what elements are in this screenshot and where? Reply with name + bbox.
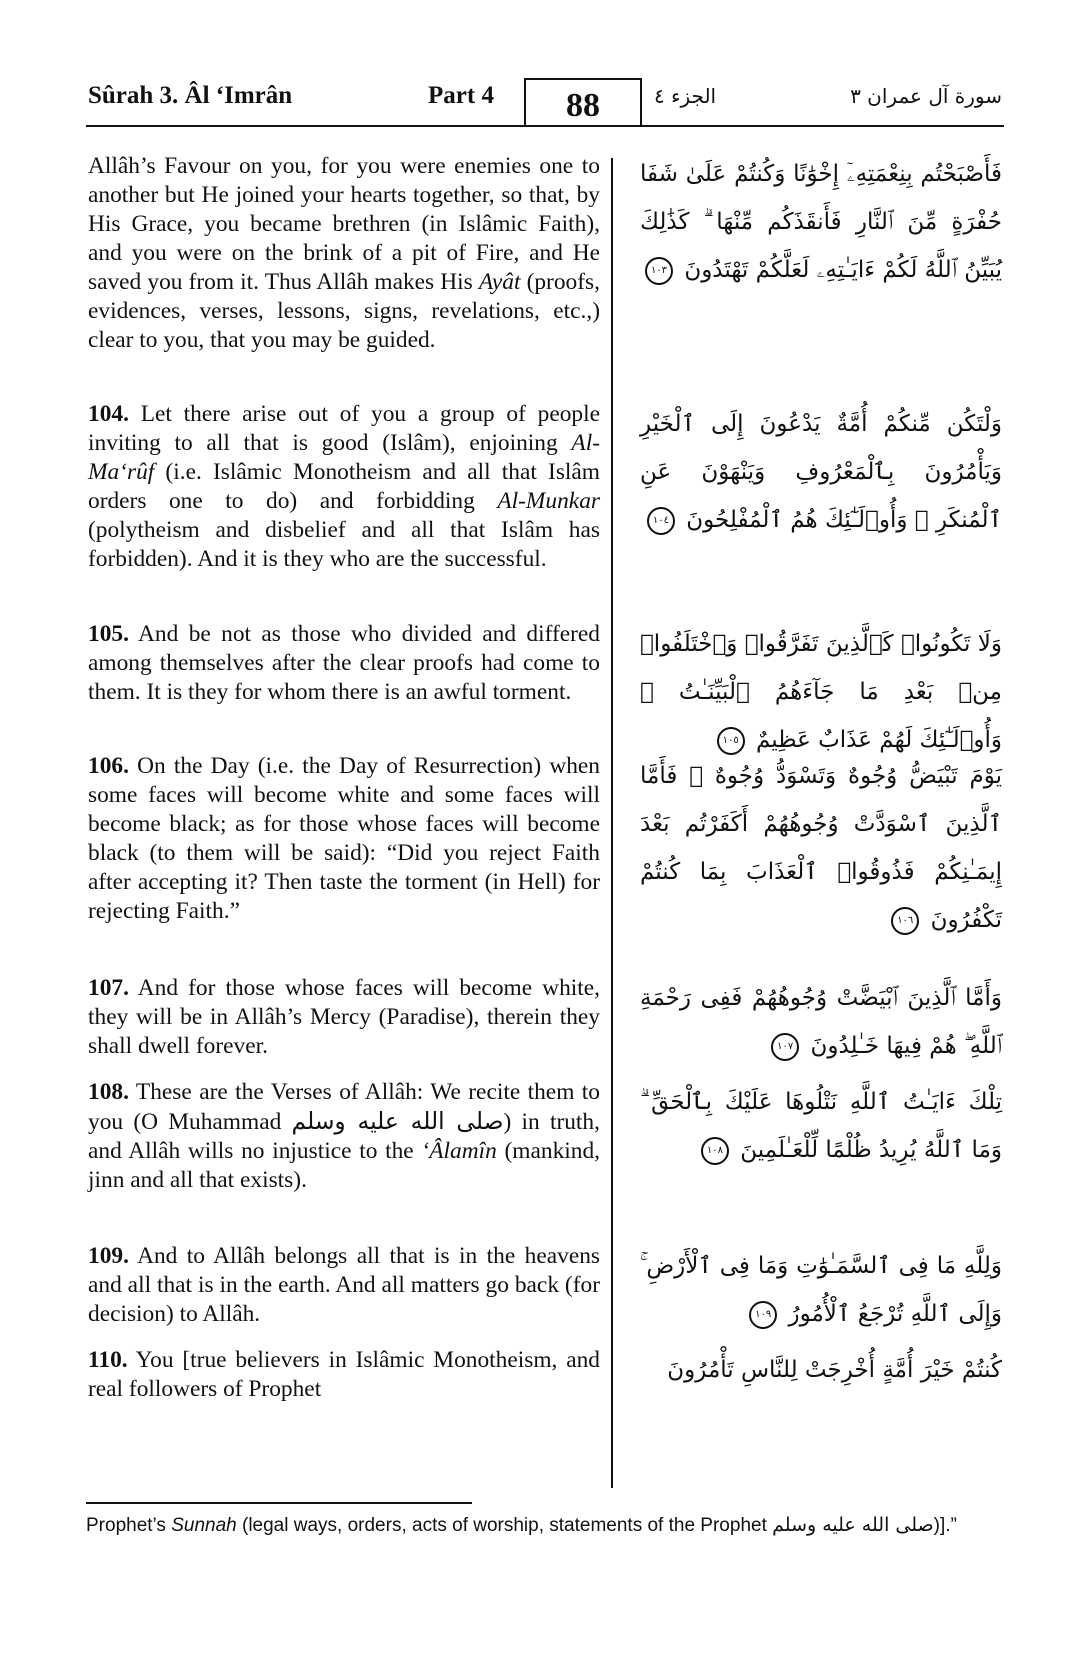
verse-number: 104.	[88, 401, 129, 427]
footnote-text: )].”	[933, 1515, 957, 1536]
arabic-text: وَأَمَّا ٱلَّذِينَ ٱبْيَضَّتْ وُجُوهُهُمْ فَفِى رَحْمَةِ ٱللَّهِ ۖ هُمْ فِيهَا خَـٰلِدُونَ	[640, 985, 1002, 1059]
arabic-verse-106	[640, 752, 1002, 944]
translation-verse-110	[88, 1346, 600, 1404]
translation-text: ) in truth, and Allâh wills no injustice to the	[88, 1109, 600, 1164]
footnote-salutation-arabic: صلى الله عليه وسلم	[772, 1514, 934, 1536]
footnote-italic: Sunnah	[171, 1515, 237, 1536]
translation-verse-107	[88, 974, 600, 1061]
translation-text: (proofs, evidences, verses, lessons, signs, revelations, etc.,) clear to you, that you may be guided.	[88, 269, 600, 353]
verse-number: 107.	[88, 975, 129, 1001]
arabic-text: يَوْمَ تَبْيَضُّ وُجُوهٌ وَتَسْوَدُّ وُجُوهٌ ۚ فَأَمَّا ٱلَّذِينَ ٱسْوَدَّتْ وُجُوهُهُمْ أَكَفَرْتُم بَعْدَ إِيمَـٰنِكُمْ فَذُوقُوا۟ ٱلْعَذَابَ بِمَا كُنتُمْ تَكْفُرُونَ	[640, 763, 1002, 933]
verse-number: 109.	[88, 1243, 129, 1269]
footnote	[86, 1512, 1006, 1539]
translation-italic: Al-Munkar	[497, 488, 600, 514]
verse-end-marker: ١٠٩	[749, 1301, 777, 1329]
verse-end-marker: ١٠٧	[771, 1033, 799, 1061]
footnote-text: (legal ways, orders, acts of worship, statements of the Prophet	[236, 1515, 773, 1536]
verse-end-marker: ١٠٤	[647, 507, 675, 535]
translation-italic: Al-Ma‘rûf	[88, 430, 600, 485]
translation-continuation	[88, 152, 600, 355]
verse-number: 108.	[88, 1079, 129, 1105]
translation-text: And to Allâh belongs all that is in the heavens and all that is in the earth. And all matters go back (for decision) to Allâh.	[88, 1243, 600, 1327]
column-divider	[611, 158, 613, 1488]
translation-text: Allâh’s Favour on you, for you were enemies one to another but He joined your hearts together, so that, by His Grace, you became brethren (in Islâmic Faith), and you were on the brink of a pit of Fire, and He saved you from it. Thus Allâh makes His	[88, 153, 600, 295]
translation-verse-109	[88, 1242, 600, 1329]
salutation-arabic: صلى الله عليه وسلم	[291, 1107, 504, 1135]
arabic-text: تِلْكَ ءَايَـٰتُ ٱللَّهِ نَتْلُوهَا عَلَيْكَ بِٱلْحَقِّ ۗ وَمَا ٱللَّهُ يُرِيدُ ظُلْمًا لِّلْعَـٰلَمِينَ	[640, 1089, 1002, 1163]
translation-text: These are the Verses of Allâh: We recite them to you (O Muhammad	[88, 1079, 600, 1135]
translation-verse-108	[88, 1078, 600, 1195]
surah-title-arabic: سورة آل عمران ٣	[850, 84, 1002, 108]
translation-verse-106	[88, 752, 600, 926]
arabic-verse-105	[640, 620, 1002, 764]
translation-verse-105	[88, 620, 600, 707]
arabic-verse-110	[640, 1346, 1002, 1394]
translation-text: (mankind, jinn and all that exists).	[88, 1138, 600, 1193]
translation-text: Let there arise out of you a group of people inviting to all that is good (Islâm), enjoining	[88, 401, 600, 456]
verse-end-marker: ١٠٥	[717, 727, 745, 755]
part-label: Part 4	[428, 82, 494, 109]
juz-label-arabic: الجزء ٤	[654, 84, 717, 108]
verse-number: 106.	[88, 753, 129, 779]
translation-text: (i.e. Islâmic Monotheism and all that Islâm orders one to do) and forbidding	[88, 459, 600, 514]
verse-end-marker: ١٠٦	[891, 907, 919, 935]
arabic-text: وَلْتَكُن مِّنكُمْ أُمَّةٌ يَدْعُونَ إِلَى ٱلْخَيْرِ وَيَأْمُرُونَ بِٱلْمَعْرُوفِ وَيَنْهَوْنَ عَنِ ٱلْمُنكَرِ ۚ وَأُو۟لَـٰٓئِكَ هُمُ ٱلْمُفْلِحُونَ	[640, 411, 1002, 533]
translation-text: (polytheism and disbelief and all that Islâm has forbidden). And it is they who are the successful.	[88, 517, 600, 572]
footnote-text: Prophet’s	[86, 1515, 172, 1536]
arabic-text: كُنتُمْ خَيْرَ أُمَّةٍ أُخْرِجَتْ لِلنَّاسِ تَأْمُرُونَ	[667, 1357, 1002, 1383]
arabic-text: وَلِلَّهِ مَا فِى ٱلسَّمَـٰوَٰتِ وَمَا فِى ٱلْأَرْضِ ۚ وَإِلَى ٱللَّهِ تُرْجَعُ ٱلْأُمُورُ	[640, 1253, 1002, 1327]
arabic-verse-107	[640, 974, 1002, 1070]
page-number: 88	[524, 78, 642, 126]
arabic-verse-109	[640, 1242, 1002, 1338]
arabic-verse-103	[640, 150, 1002, 294]
translation-italic: Ayât	[478, 269, 521, 295]
translation-verse-104	[88, 400, 600, 574]
header-rule	[86, 125, 1004, 127]
verse-end-marker: ١٠٨	[701, 1137, 729, 1165]
verse-number: 110.	[88, 1347, 128, 1373]
translation-text: On the Day (i.e. the Day of Resurrection) when some faces will become white and some faces will become black; as for those whose faces will become black (to them will be said): “Did you reject Faith after accepting it? Then taste the torment (in Hell) for rejecting Faith.”	[88, 753, 600, 924]
verse-number: 105.	[88, 621, 129, 647]
arabic-text: وَلَا تَكُونُوا۟ كَٱلَّذِينَ تَفَرَّقُوا۟ وَٱخْتَلَفُوا۟ مِنۢ بَعْدِ مَا جَآءَهُمُ ٱلْبَيِّنَـٰتُ ۚ وَأُو۟لَـٰٓئِكَ لَهُمْ عَذَابٌ عَظِيمٌ	[640, 631, 1002, 753]
translation-italic: ‘Âlamîn	[421, 1138, 497, 1164]
footnote-rule	[86, 1502, 472, 1504]
arabic-text: فَأَصْبَحْتُم بِنِعْمَتِهِۦٓ إِخْوَٰنًا وَكُنتُمْ عَلَىٰ شَفَا حُفْرَةٍ مِّنَ ٱلنَّارِ فَأَنقَذَكُم مِّنْهَا ۗ كَذَٰلِكَ يُبَيِّنُ ٱللَّهُ لَكُمْ ءَايَـٰتِهِۦ لَعَلَّكُمْ تَهْتَدُونَ	[640, 161, 1002, 283]
surah-title-english: Sûrah 3. Âl ‘Imrân	[88, 82, 293, 109]
translation-text: And for those whose faces will become white, they will be in Allâh’s Mercy (Paradise), therein they shall dwell forever.	[88, 975, 600, 1059]
verse-end-marker: ١٠٣	[645, 257, 673, 285]
arabic-verse-104	[640, 400, 1002, 544]
arabic-verse-108	[640, 1078, 1002, 1174]
translation-text: And be not as those who divided and differed among themselves after the clear proofs had come to them. It is they for whom there is an awful torment.	[88, 621, 600, 705]
translation-text: You [true believers in Islâmic Monotheism, and real followers of Prophet	[88, 1347, 600, 1402]
